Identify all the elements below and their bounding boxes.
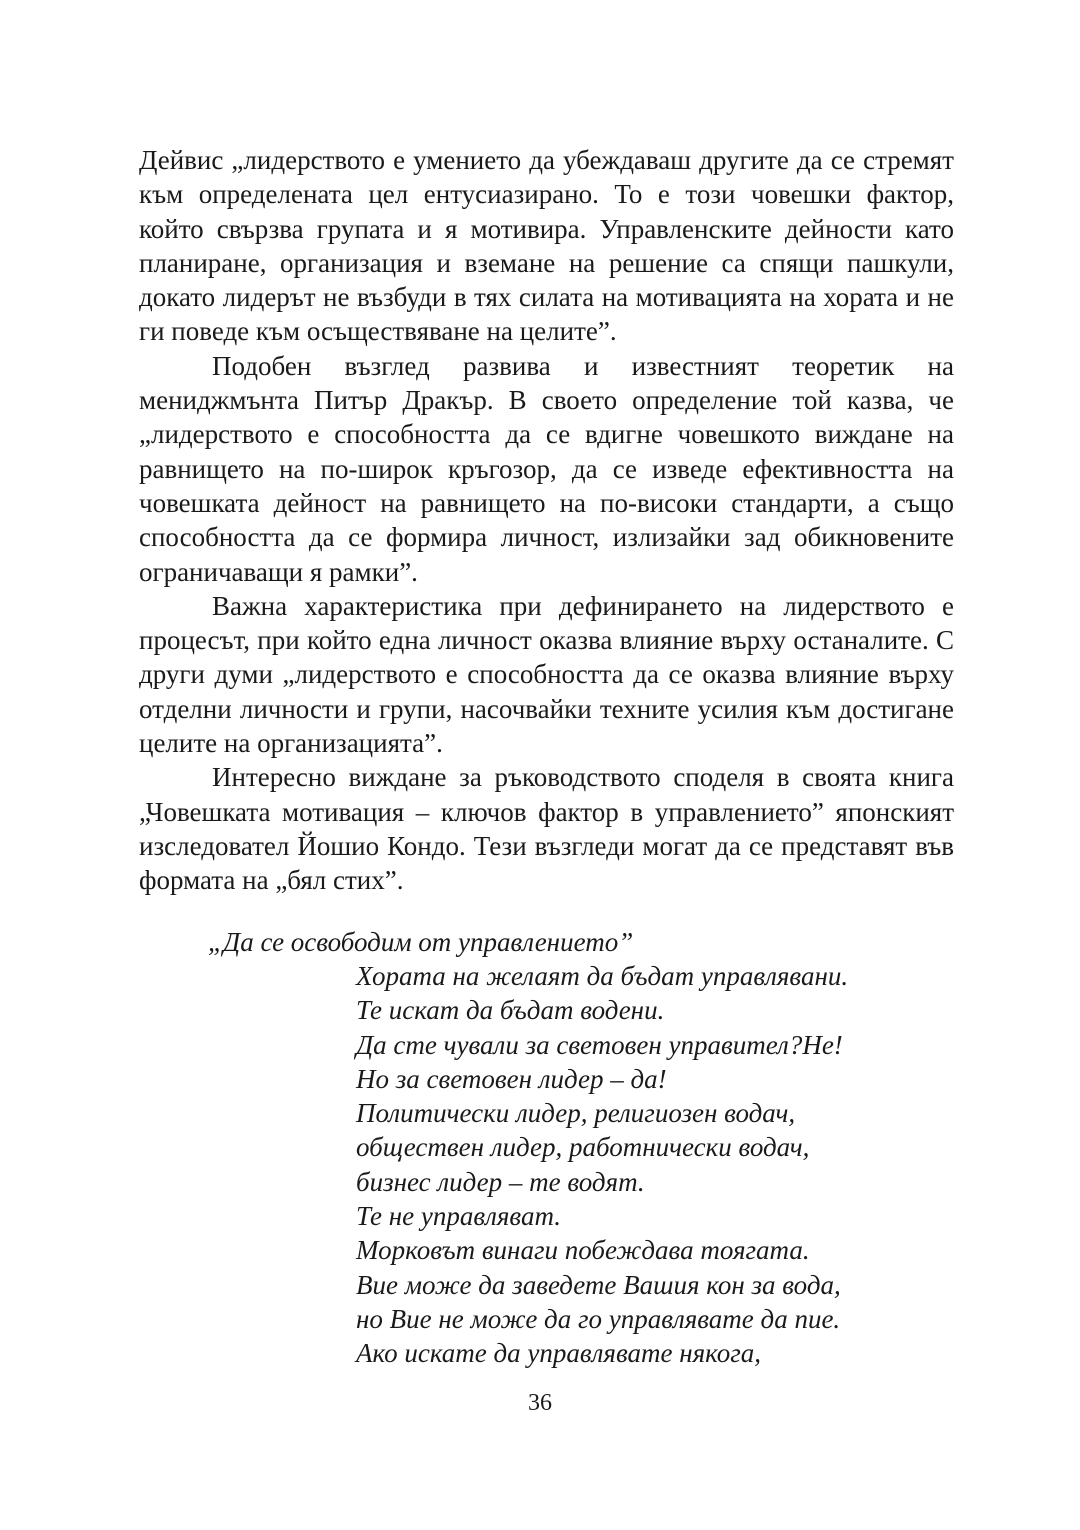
paragraph-davis-quote: Дейвис „лидерството е умението да убеждаваш другите да се стремят към определената цел ентусиазирано. То е този човешки фактор, който свързва групата и я мотивира. Управленските дейности като планиране, организация и вземане на решение са спящи пашкули, докато лидерът не възбуди в тях силата на мотивацията на хората и не ги поведе към осъществяване на целите”. [139, 145, 954, 347]
poem-line: Те не управляват. [356, 1201, 562, 1232]
poem-lines [356, 959, 848, 1371]
paragraph-influence: Важна характеристика при дефинирането на лидерството е процесът, при който една личност оказва влияние върху останалите. С други думи „лидерството е способността да се оказва влияние върху отделни личности и групи, насочвайки техните усилия към достигане целите на организацията”. [139, 590, 954, 759]
paragraph-kondo: Интересно виждане за ръководството споделя в своята книга „Човешката мотивация – ключов фактор в управлението” японският изследовател Йошио Кондо. Тези възгледи могат да се представят във формата на „бял стих”. [139, 762, 954, 896]
poem-line: Морковът винаги побеждава тоягата. [356, 1235, 810, 1266]
poem-line: Хората на желаят да бъдат управлявани. [356, 961, 849, 991]
poem-line: Ако искате да управлявате някога, [356, 1338, 762, 1369]
poem-line: Но за световен лидер – да! [356, 1063, 667, 1094]
body-text [139, 143, 954, 898]
poem-line: Те искат да бъдат водени. [356, 995, 665, 1026]
poem-title: „Да се освободим от управлението” [208, 927, 634, 957]
poem-line: бизнес лидер – те водят. [356, 1166, 645, 1197]
poem-line: Политически лидер, религиозен водач, [356, 1098, 796, 1129]
poem-line: Да сте чували за световен управител?Не! [356, 1029, 843, 1060]
paragraph-drucker: Подобен възглед развива и известният теоретик на мениджмънта Питър Дракър. В своето определение той казва, че „лидерството е способността да се вдигне човешкото виждане на равнището на по-широк кръгозор, да се изведе ефективността на човешката дейност на равнището на по-високи стандарти, а също способността да се формира личност, излизайки зад обикновените ограничаващи я рамки”. [139, 350, 954, 587]
page-number: 36 [528, 1390, 552, 1416]
poem-line: обществен лидер, работнически водач, [356, 1132, 810, 1163]
poem-line: Вие може да заведете Вашия кон за вода, [356, 1269, 841, 1300]
poem-line: но Вие не може да го управлявате да пие. [356, 1303, 841, 1334]
